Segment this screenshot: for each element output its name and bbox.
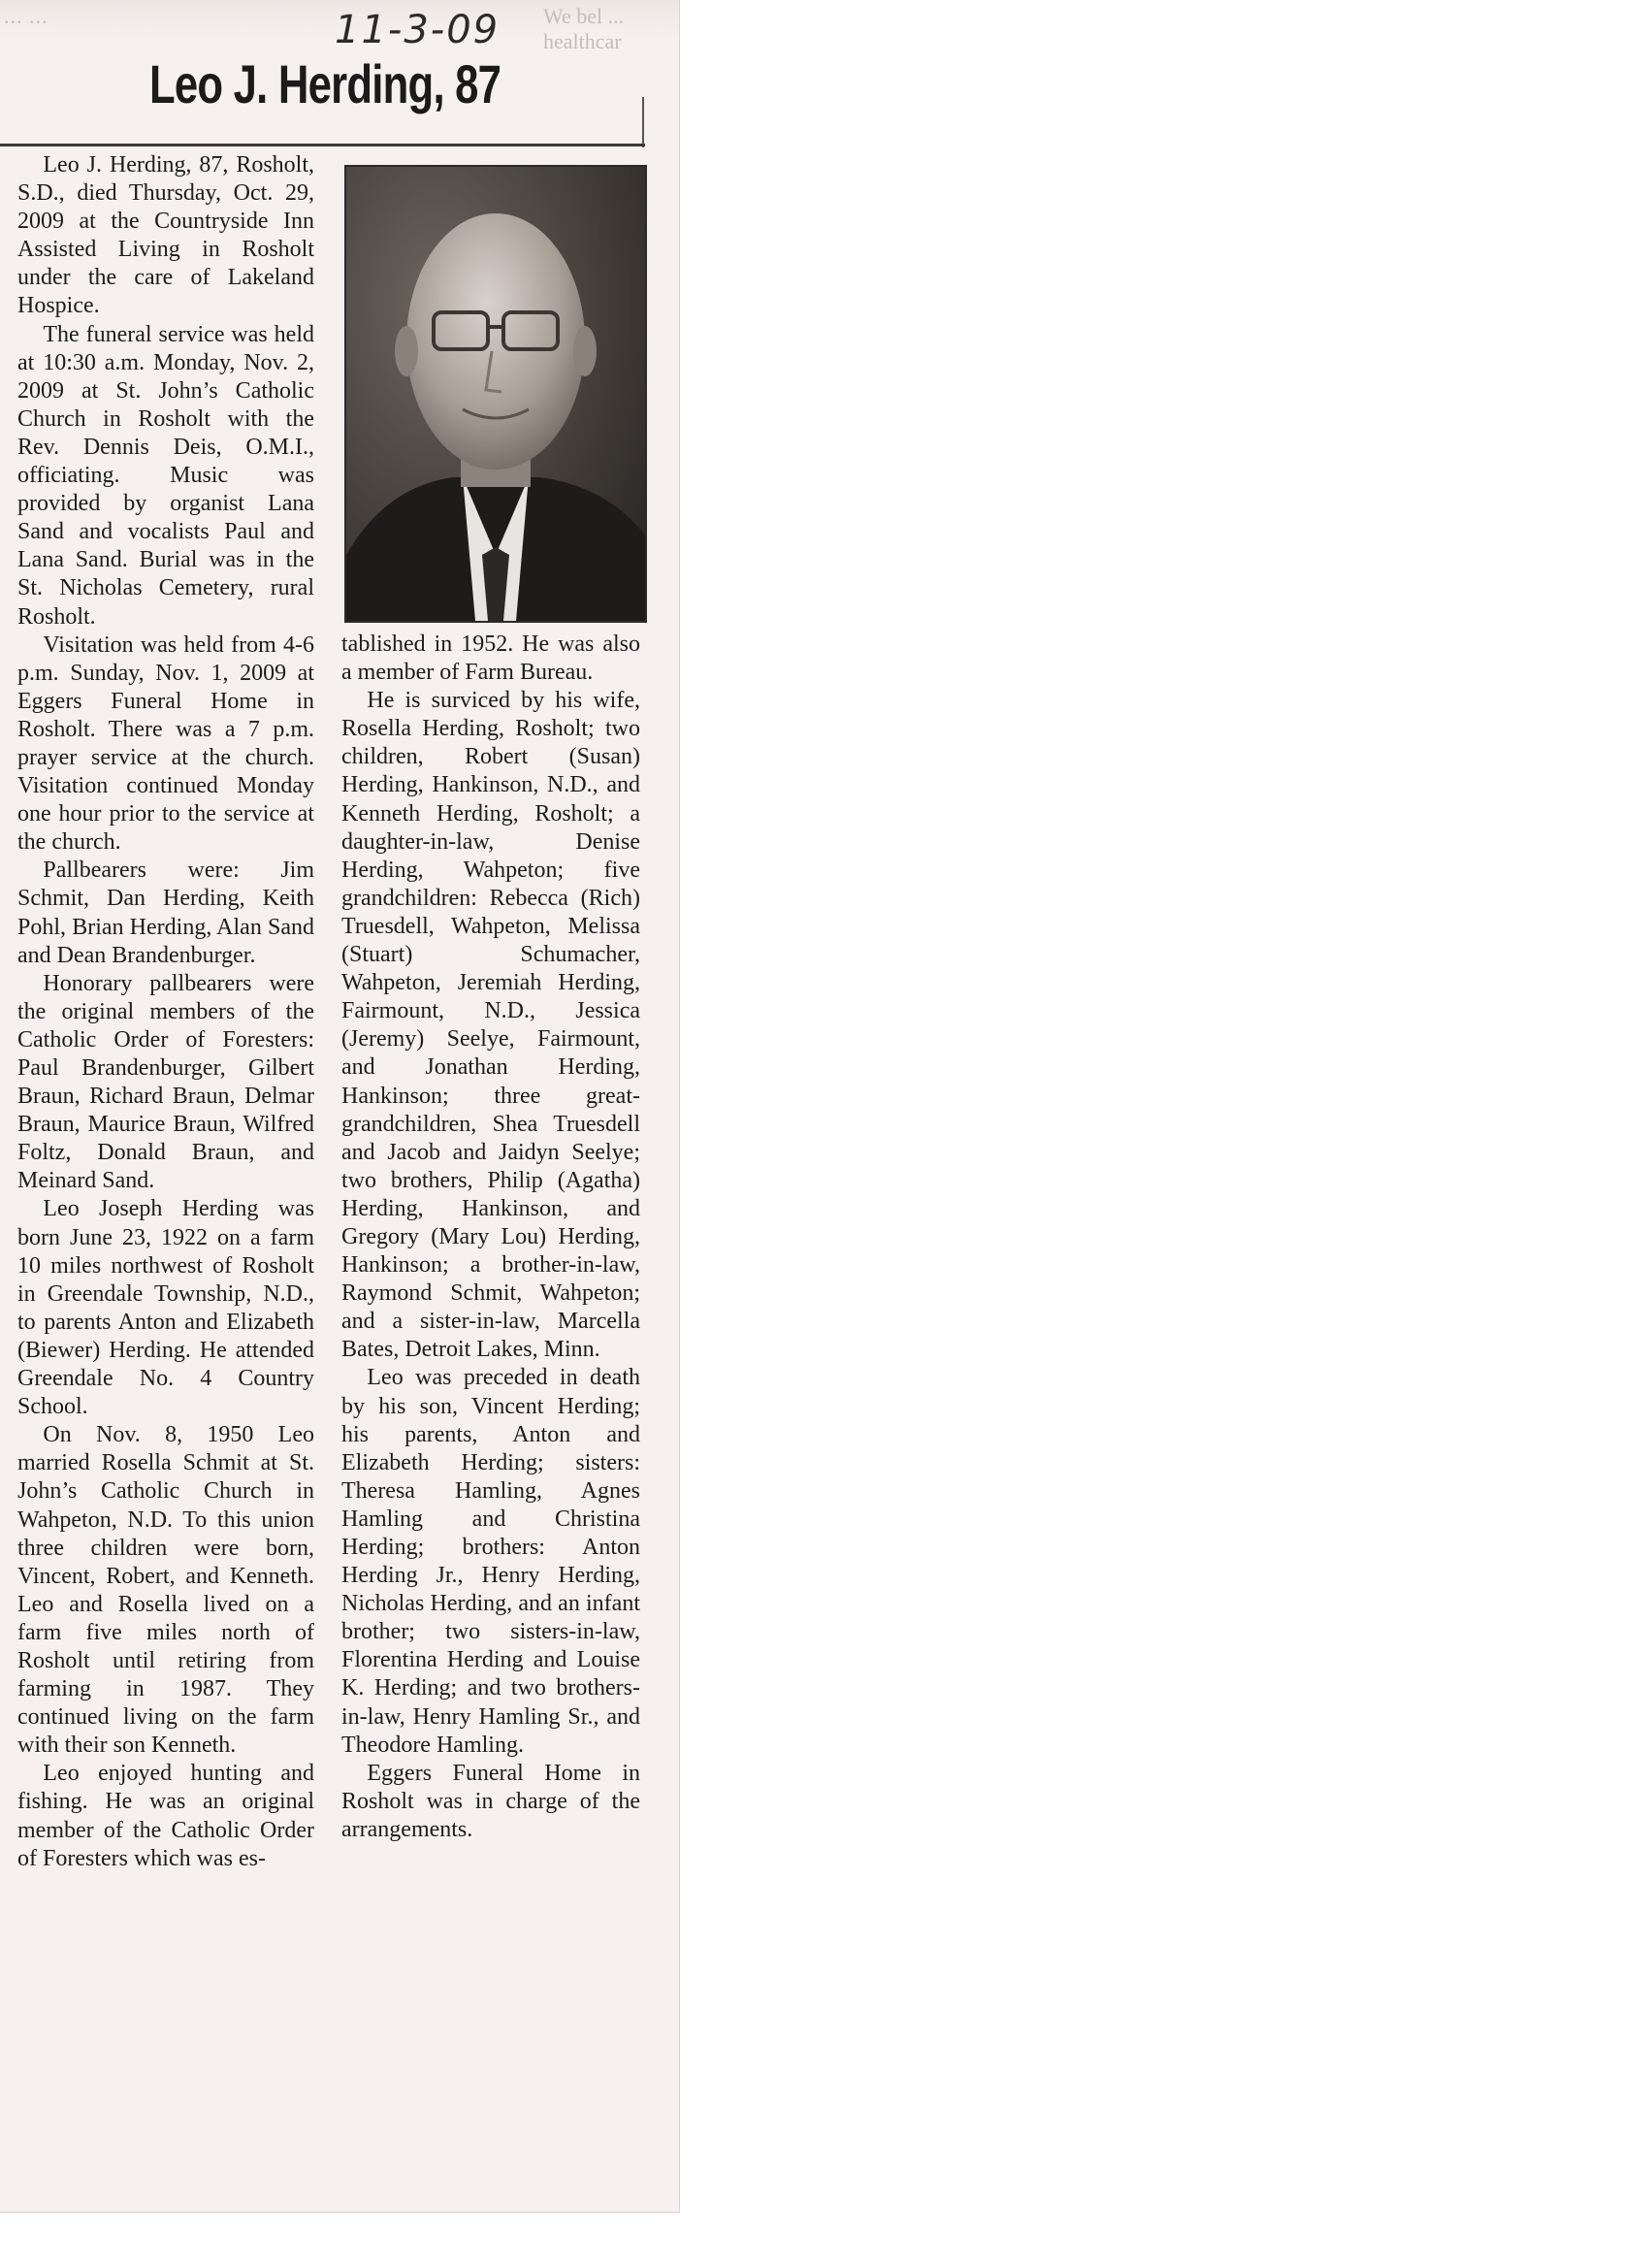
bleed-text-right: We bel ... healthcar [543, 4, 625, 53]
portrait-photo-image [346, 167, 645, 621]
column-rule-vertical [642, 97, 644, 147]
paragraph-marriage: On Nov. 8, 1950 Leo married Rosella Schmit at St. John’s Catholic Church in Wahpeton, N.D. To this union three children were born, Vincent, Robert, and Kenneth. Leo and Rosella lived on a farm five miles north of Rosholt until retiring from farming in 1987. They continued living on the farm with their son Kenneth. [17, 1422, 314, 1759]
paragraph-honorary-pallbearers: Honorary pallbearers were the original members of the Catholic Order of Foresters: Paul Brandenburger, Gilbert Braun, Richard Braun, Delmar Braun, Maurice Braun, Wilfred Foltz, Donald Braun, and Meinard Sand. [17, 970, 314, 1194]
bleed-text-left: ... ... [4, 4, 48, 28]
paragraph-funeral-service: The funeral service was held at 10:30 a.m. Monday, Nov. 2, 2009 at St. John’s Catholic Church in Rosholt with the Rev. Dennis Deis, O.M.I., officiating. Music was provided by organist Lana Sand and vocalists Paul and Lana Sand. Burial was in the St. Nicholas Cemetery, rural Rosholt. [17, 321, 314, 630]
paragraph-pallbearers: Pallbearers were: Jim Schmit, Dan Herding, Keith Pohl, Brian Herding, Alan Sand and Dean Brandenburger. [17, 858, 314, 968]
paragraph-death-notice: Leo J. Herding, 87, Rosholt, S.D., died Thursday, Oct. 29, 2009 at the Countryside Inn Assisted Living in Rosholt under the care of Lakeland Hospice. [17, 152, 314, 319]
paragraph-arrangements: Eggers Funeral Home in Rosholt was in charge of the arrangements. [341, 1760, 640, 1842]
paragraph-visitation: Visitation was held from 4-6 p.m. Sunday, Nov. 1, 2009 at Eggers Funeral Home in Rosholt. There was a 7 p.m. prayer service at the church. Visitation continued Monday one hour prior to the service at the church. [17, 632, 314, 856]
portrait-photo [344, 165, 647, 623]
handwritten-date: 11-3-09 [335, 8, 501, 52]
paragraph-birth: Leo Joseph Herding was born June 23, 1922 on a farm 10 miles northwest of Rosholt in Greendale Township, N.D., to parents Anton and Elizabeth (Biewer) Herding. He attended Greendale No. 4 Country School. [17, 1196, 314, 1420]
headline: Leo J. Herding, 87 [149, 53, 501, 114]
headline-rule [0, 144, 645, 146]
paragraph-survivors: He is surviced by his wife, Rosella Herding, Rosholt; two children, Robert (Susan) Herding, Hankinson, N.D., and Kenneth Herding, Rosholt; a daughter-in-law, Denise Herding, Wahpeton; five grandchildren: Rebecca (Rich) Truesdell, Wahpeton, Melissa (Stuart) Schumacher, Wahpeton, Jeremiah Herding, Fairmount, N.D., Jessica (Jeremy) Seelye, Fairmount, and Jonathan Herding, Hankinson; three great-grandchildren, Shea Truesdell and Jacob and Jaidyn Seelye; two brothers, Philip (Agatha) Herding, Hankinson, and Gregory (Mary Lou) Herding, Hankinson; a brother-in-law, Raymond Schmit, Wahpeton; and a sister-in-law, Marcella Bates, Detroit Lakes, Minn. [341, 688, 640, 1363]
obituary-right-column [341, 631, 640, 1844]
paragraph-interests-continued: tablished in 1952. He was also a member of Farm Bureau. [341, 632, 640, 686]
newspaper-clipping [0, 0, 680, 2213]
obituary-left-column [17, 151, 314, 1873]
paragraph-preceded-in-death: Leo was preceded in death by his son, Vincent Herding; his parents, Anton and Elizabeth Herding; sisters: Theresa Hamling, Agnes Hamling and Christina Herding; brothers: Anton Herding Jr., Henry Herding, Nicholas Herding, and an infant brother; two sisters-in-law, Florentina Herding and Louise K. Herding; and two brothers-in-law, Henry Hamling Sr., and Theodore Hamling. [341, 1365, 640, 1758]
paragraph-interests: Leo enjoyed hunting and fishing. He was an original member of the Catholic Order of Foresters which was es- [17, 1761, 314, 1871]
